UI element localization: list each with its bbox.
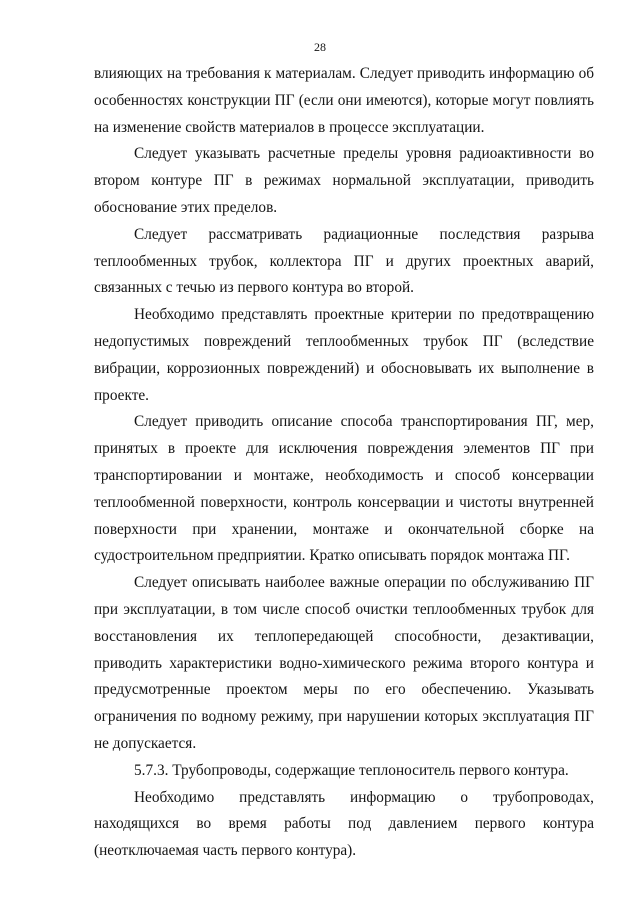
paragraph-pipelines: Необходимо представлять информацию о трубопроводах, находящихся во время работы под давлением первого контура (неотключаемая часть первого контура). <box>94 788 594 860</box>
page-number: 28 <box>314 40 326 54</box>
section-heading-5-7-3: 5.7.3. Трубопроводы, содержащие теплоноситель первого контура. <box>134 761 569 779</box>
paragraph-radioactivity-limits: Следует указывать расчетные пределы уровня радиоактивности во втором контуре ПГ в режимах нормальной эксплуатации, приводить обоснование этих пределов. <box>94 145 594 216</box>
body-text <box>94 61 594 865</box>
paragraph-radiation-consequences: Следует рассматривать радиационные последствия разрыва теплообменных трубок, коллектора ПГ и других проектных аварий, связанных с течью из первого контура во второй. <box>94 225 594 297</box>
paragraph-design-criteria: Необходимо представлять проектные критерии по предотвращению недопустимых повреждений теплообменных трубок ПГ (вследствие вибрации, коррозионных повреждений) и обосновывать их выполнение в проекте. <box>94 306 594 404</box>
paragraph-transportation: Следует приводить описание способа транспортирования ПГ, мер, принятых в проекте для исключения повреждения элементов ПГ при транспортировании и монтаже, необходимость и способ консервации теплообменной поверхности, контроль консервации и чистоты внутренней поверхности при хранении, монтаже и окончательной сборке на судостроительном предприятии. Кратко описывать порядок монтажа ПГ. <box>94 413 594 565</box>
paragraph-maintenance: Следует описывать наиболее важные операции по обслуживанию ПГ при эксплуатации, в том числе способ очистки теплообменных трубок для восстановления их теплопередающей способности, дезактивации, приводить характеристики водно-химического режима второго контура и предусмотренные проектом меры по его обеспечению. Указывать ограничения по водному режиму, при нарушении которых эксплуатация ПГ не допускается. <box>94 574 594 752</box>
paragraph-continuation: влияющих на требования к материалам. Следует приводить информацию об особенностях конструкции ПГ (если они имеются), которые могут повлиять на изменение свойств материалов в процессе эксплуатации. <box>94 65 594 136</box>
